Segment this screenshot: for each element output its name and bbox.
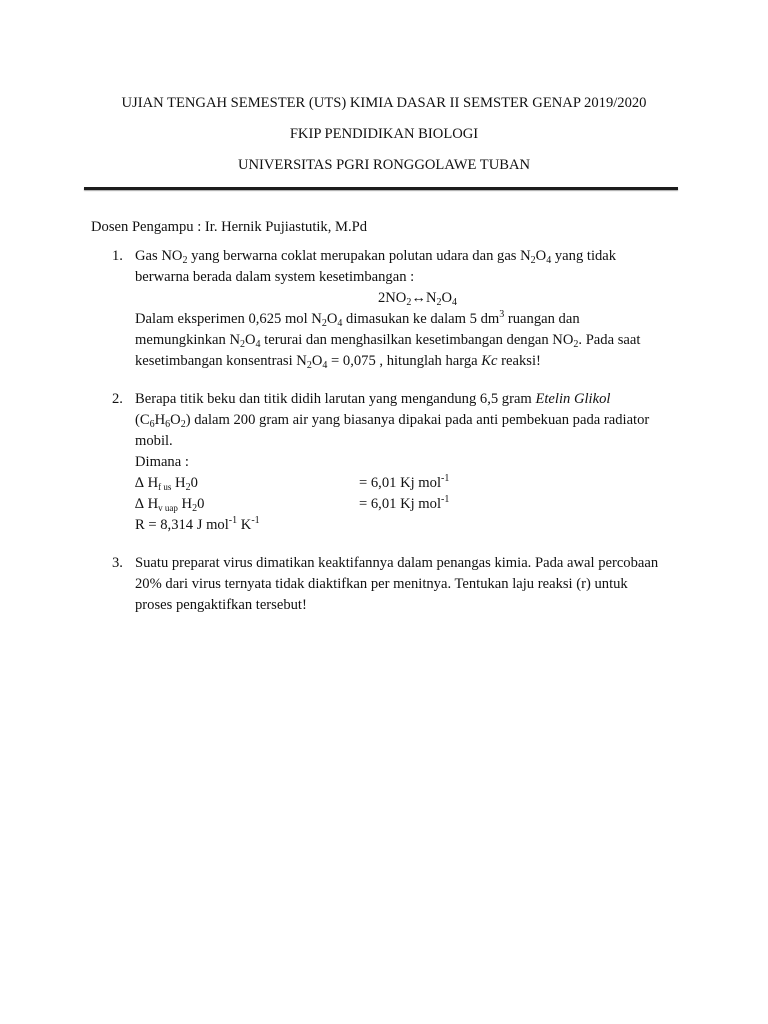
question-line: berwarna berada dalam system kesetimbangan :	[135, 269, 415, 285]
question-line: Dalam eksperimen 0,625 mol $N_2O_4$ dimasukan ke dalam 5 $dm^3$ ruangan dan	[135, 309, 580, 329]
university-title: UNIVERSITAS PGRI RONGGOLAWE TUBAN	[237, 157, 531, 173]
question-line: 20% dari virus ternyata tidak diaktifkan per menitnya. Tentukan laju reaksi (r) untuk	[135, 576, 628, 592]
question-line: Dimana :	[135, 454, 189, 470]
exam-title: UJIAN TENGAH SEMESTER (UTS) KIMIA DASAR II SEMSTER GENAP 2019/2020	[121, 95, 647, 111]
question-line: proses pengaktifkan tersebut!	[135, 597, 307, 613]
question-number: 2.	[112, 391, 123, 407]
question-body	[135, 389, 680, 536]
equilibrium-equation: $2NO_2\leftrightarrow N_2O_4$	[377, 290, 458, 308]
question-line: Gas $NO_2$ yang berwarna coklat merupakan polutan udara dan gas $N_2O_4$ yang tidak	[135, 248, 617, 266]
question-line: $(C_6H_6O_2)$ dalam 200 gram air yang biasanya dipakai pada anti pembekuan pada radiator	[135, 412, 650, 430]
question-line: kesetimbangan konsentrasi $N_2O_4 = 0,075$ , hitunglah harga Kc reaksi!	[135, 353, 541, 371]
question-body	[135, 246, 680, 372]
gas-constant-line: R = 8,314 J mol$^{-1}$ $K^{-1}$	[135, 515, 260, 533]
question-line: Berapa titik beku dan titik didih larutan yang mengandung 6,5 gram Etelin Glikol	[135, 391, 611, 407]
faculty-title: FKIP PENDIDIKAN BIOLOGI	[289, 126, 479, 142]
vaporization-enthalpy-line: ∆ $H_{v uap}$ $H_20$ = 6,01 Kj mol$^{-1}$	[135, 494, 450, 514]
question-line: mobil.	[135, 433, 173, 449]
question-number: 1.	[112, 248, 123, 264]
question-number: 3.	[112, 555, 123, 571]
question-body	[135, 553, 680, 616]
header-divider	[84, 187, 678, 190]
question-line: Suatu preparat virus dimatikan keaktifannya dalam penangas kimia. Pada awal percobaan	[135, 555, 659, 571]
lecturer-line: Dosen Pengampu : Ir. Hernik Pujiastutik, M.Pd	[91, 219, 368, 235]
fusion-enthalpy-line: ∆ $H_{f us}$ $H_20$ = 6,01 Kj mol$^{-1}$	[135, 473, 450, 493]
question-line: memungkinkan $N_2O_4$ terurai dan menghasilkan kesetimbangan dengan $NO_2$. Pada saat	[135, 332, 641, 350]
